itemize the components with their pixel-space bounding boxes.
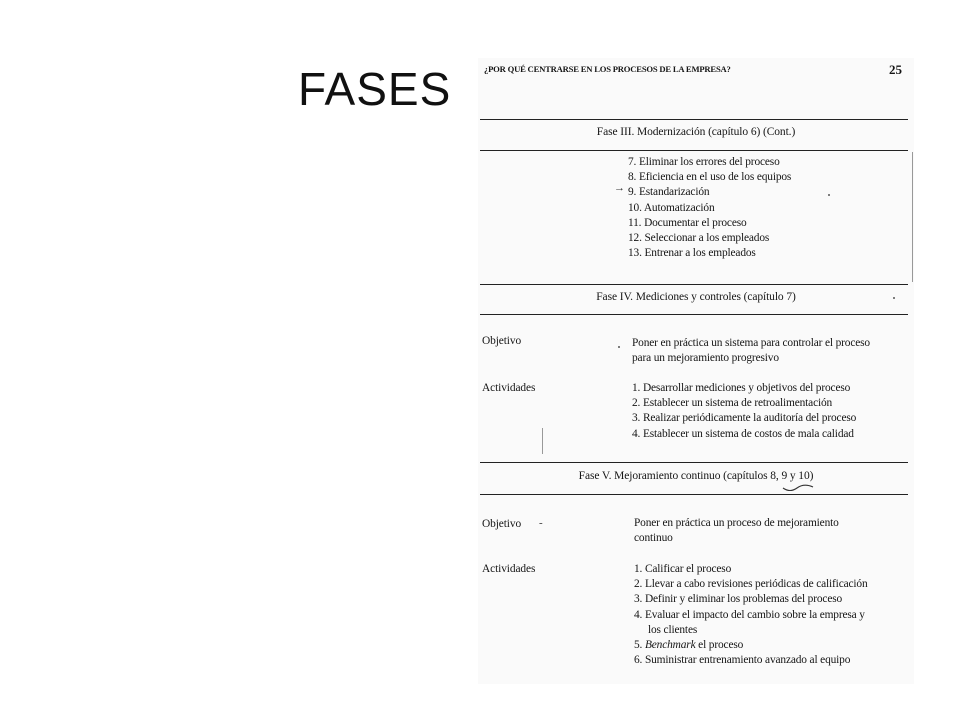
phase3-title: Fase III. Modernización (capítulo 6) (Cont.) bbox=[596, 126, 796, 138]
phase5-activities-label: Actividades bbox=[482, 563, 536, 575]
handwritten-underline-mark bbox=[781, 482, 817, 494]
scan-speck bbox=[828, 194, 830, 196]
scan-speck bbox=[618, 346, 620, 348]
rule-top-phase4 bbox=[480, 284, 908, 285]
phase3-item: 10. Automatización bbox=[628, 201, 715, 214]
phase5-activity: 3. Definir y eliminar los problemas del proceso bbox=[634, 593, 843, 606]
phase4-activity: 4. Establecer un sistema de costos de mala calidad bbox=[632, 427, 854, 440]
phase5-activity: 1. Calificar el proceso bbox=[634, 563, 732, 575]
phase3-item: 13. Entrenar a los empleados bbox=[628, 247, 756, 260]
phase5-objective-line2: continuo bbox=[634, 532, 673, 544]
slide-title: FASES bbox=[298, 63, 452, 115]
phase4-activity: 2. Establecer un sistema de retroalimentación bbox=[632, 397, 833, 410]
dash-mark: - bbox=[539, 517, 543, 529]
phase5-activity: 6. Suministrar entrenamiento avanzado al equipo bbox=[634, 654, 851, 667]
phase4-activity-list bbox=[632, 381, 856, 442]
phase4-activity: 3. Realizar periódicamente la auditoría del proceso bbox=[632, 412, 857, 425]
phase3-item: 8. Eficiencia en el uso de los equipos bbox=[628, 171, 792, 184]
rule-bottom-phase5-title bbox=[480, 494, 908, 495]
phase4-activity: 1. Desarrollar mediciones y objetivos del proceso bbox=[632, 382, 851, 394]
rule-bottom-phase3-title bbox=[480, 150, 908, 151]
phase3-item-list bbox=[628, 155, 791, 261]
phase5-objective-label: Objetivo bbox=[482, 518, 522, 530]
rule-top-phase5 bbox=[480, 462, 908, 463]
phase4-objective-line2: para un mejoramiento progresivo bbox=[632, 352, 779, 364]
phase3-item: 12. Seleccionar a los empleados bbox=[628, 232, 770, 245]
phase4-activities-label: Actividades bbox=[482, 382, 536, 394]
phase5-objective-line1: Poner en práctica un proceso de mejoramiento bbox=[634, 517, 839, 529]
scan-edge bbox=[912, 152, 913, 282]
rule-top-phase3 bbox=[480, 119, 908, 120]
phase4-objective-label: Objetivo bbox=[482, 335, 522, 347]
scan-speck bbox=[893, 297, 895, 299]
phase5-activity: 4. Evaluar el impacto del cambio sobre la empresa y bbox=[634, 608, 865, 621]
phase5-activity: los clientes bbox=[648, 623, 698, 636]
phase5-activity: 5. Benchmark el proceso bbox=[634, 639, 744, 652]
phase3-item: 9. Estandarización bbox=[628, 186, 710, 199]
phase5-activity-list bbox=[634, 562, 868, 668]
page-number: 25 bbox=[889, 62, 902, 77]
rule-bottom-phase4-title bbox=[480, 314, 908, 315]
phase4-title: Fase IV. Mediciones y controles (capítulo 7) bbox=[596, 291, 796, 303]
running-header: ¿POR QUÉ CENTRARSE EN LOS PROCESOS DE LA EMPRESA? bbox=[484, 64, 731, 74]
scan-mark bbox=[542, 428, 543, 454]
handwritten-arrow-mark: → bbox=[614, 182, 625, 194]
phase5-title: Fase V. Mejoramiento continuo (capítulos 8, 9 y 10) bbox=[578, 470, 814, 482]
scanned-book-page bbox=[478, 58, 914, 684]
phase3-item: 11. Documentar el proceso bbox=[628, 216, 747, 229]
phase3-item: 7. Eliminar los errores del proceso bbox=[628, 156, 780, 168]
phase5-activity: 2. Llevar a cabo revisiones periódicas de calificación bbox=[634, 578, 868, 591]
phase4-objective-line1: Poner en práctica un sistema para controlar el proceso bbox=[632, 337, 870, 349]
